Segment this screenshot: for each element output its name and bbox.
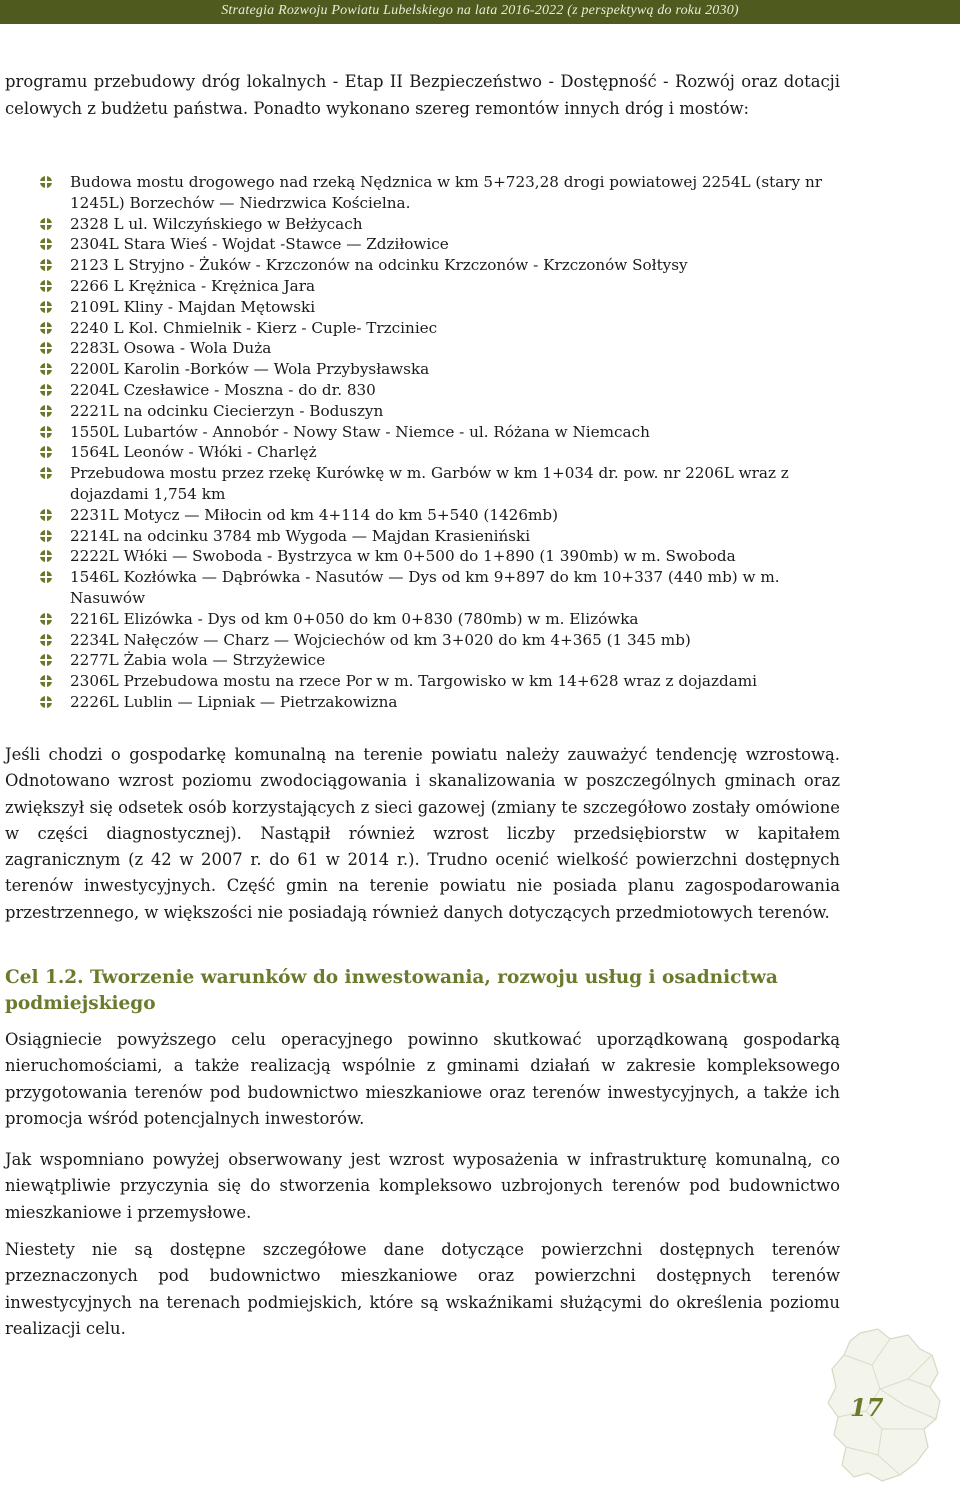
list-item — [40, 505, 850, 526]
list-item — [40, 463, 850, 505]
list-item — [40, 546, 850, 567]
bullet-cross-icon — [40, 613, 52, 625]
list-item-text: 2204L Czesławice - Moszna - do dr. 830 — [70, 380, 376, 399]
list-item — [40, 276, 850, 297]
list-item-text: 2304L Stara Wieś - Wojdat -Stawce — Zdziłowice — [70, 235, 449, 254]
list-item — [40, 380, 850, 401]
bullet-cross-icon — [40, 301, 52, 313]
list-item — [40, 650, 850, 671]
list-item — [40, 214, 850, 235]
list-item-text: 2234L Nałęczów — Charz — Wojciechów od km 3+020 do km 4+365 (1 345 mb) — [70, 630, 691, 649]
list-item-text: 2214L na odcinku 3784 mb Wygoda — Majdan Krasieniński — [70, 526, 531, 545]
page-header — [0, 0, 960, 24]
list-item-text: 2277L Żabia wola — Strzyżewice — [70, 651, 326, 670]
list-item — [40, 401, 850, 422]
list-item — [40, 338, 850, 359]
paragraph-infrastruktura: Jak wspomniano powyżej obserwowany jest wzrost wyposażenia w infrastrukturę komunalną, co niewątpliwie przyczynia się do stworzenia kompleksowo uzbrojonych terenów pod budownictwo mieszkaniowe i przemysłowe. — [5, 1150, 840, 1222]
list-item-text: Budowa mostu drogowego nad rzeką Nędznica w km 5+723,28 drogi powiatowej 2254L (stary nr 1245L) Borzechów — Niedrzwica Kościelna. — [70, 173, 823, 212]
list-item — [40, 297, 850, 318]
bullet-cross-icon — [40, 405, 52, 417]
bullet-cross-icon — [40, 509, 52, 521]
list-item-text: 2266 L Krężnica - Krężnica Jara — [70, 276, 316, 295]
header-title: Strategia Rozwoju Powiatu Lubelskiego na lata 2016-2022 (z perspektywą do roku 2030) — [221, 3, 739, 18]
bullet-cross-icon — [40, 363, 52, 375]
list-item — [40, 422, 850, 443]
bullet-cross-icon — [40, 654, 52, 666]
list-item — [40, 234, 850, 255]
bullet-cross-icon — [40, 342, 52, 354]
list-item-text: 2306L Przebudowa mostu na rzece Por w m. Targowisko w km 14+628 wraz z dojazdami — [70, 672, 758, 691]
list-item — [40, 526, 850, 547]
list-item — [40, 567, 850, 609]
bullet-cross-icon — [40, 176, 52, 188]
list-item — [40, 359, 850, 380]
bullet-cross-icon — [40, 280, 52, 292]
bullet-cross-icon — [40, 384, 52, 396]
list-item-text: 2226L Lublin — Lipniak — Pietrzakowizna — [70, 692, 398, 711]
list-item-text: 1550L Lubartów - Annobór - Nowy Staw - Niemce - ul. Różana w Niemcach — [70, 422, 650, 441]
list-item-text: Przebudowa mostu przez rzekę Kurówkę w m. Garbów w km 1+034 dr. pow. nr 2206L wraz z dojazdami 1,754 km — [70, 464, 789, 503]
bullet-cross-icon — [40, 426, 52, 438]
list-item-text: 2221L na odcinku Ciecierzyn - Boduszyn — [70, 401, 384, 420]
paragraph-brak-danych: Niestety nie są dostępne szczegółowe dane dotyczące powierzchni dostępnych terenów przeznaczonych pod budownictwo mieszkaniowe oraz powierzchni dostępnych terenów inwestycyjnych na terenach podmiejskich, które są wskaźnikami służącymi do określenia poziomu realizacji celu. — [5, 1240, 840, 1338]
list-item — [40, 442, 850, 463]
bullet-cross-icon — [40, 467, 52, 479]
bullet-cross-icon — [40, 322, 52, 334]
list-item — [40, 692, 850, 713]
list-item-text: 2109L Kliny - Majdan Mętowski — [70, 297, 316, 316]
list-item-text: 1546L Kozłówka — Dąbrówka - Nasutów — Dys od km 9+897 do km 10+337 (440 mb) w m. Nasuwów — [70, 568, 780, 607]
list-item-text: 2231L Motycz — Miłocin od km 4+114 do km 5+540 (1426mb) — [70, 505, 559, 524]
paragraph-cel-operacyjny: Osiągniecie powyższego celu operacyjnego powinno skutkować uporządkowaną gospodarką nieruchomościami, a także realizacją wspólnie z gminami działań w zakresie kompleksowego przygotowania terenów pod budownictwo mieszkaniowe oraz terenów inwestycyjnych, a także ich promocja wśród potencjalnych inwestorów. — [5, 1030, 840, 1128]
bullet-cross-icon — [40, 530, 52, 542]
list-item — [40, 255, 850, 276]
bullet-cross-icon — [40, 675, 52, 687]
intro-paragraph: programu przebudowy dróg lokalnych - Etap II Bezpieczeństwo - Dostępność - Rozwój oraz dotacji celowych z budżetu państwa. Ponadto wykonano szereg remontów innych dróg i mostów: — [5, 72, 840, 118]
bullet-cross-icon — [40, 571, 52, 583]
bullet-cross-icon — [40, 446, 52, 458]
bullet-cross-icon — [40, 550, 52, 562]
list-item-text: 2283L Osowa - Wola Duża — [70, 339, 272, 358]
section-title: Cel 1.2. Tworzenie warunków do inwestowania, rozwoju usług i osadnictwa podmiejskiego — [5, 967, 778, 1014]
bullet-cross-icon — [40, 238, 52, 250]
list-item-text: 1564L Leonów - Włóki - Charlęż — [70, 443, 317, 462]
list-item — [40, 630, 850, 651]
list-item — [40, 671, 850, 692]
list-item-text: 2123 L Stryjno - Żuków - Krzczonów na odcinku Krzczonów - Krzczonów Sołtysy — [70, 256, 688, 275]
paragraph-gospodarka-komunalna: Jeśli chodzi o gospodarkę komunalną na terenie powiatu należy zauważyć tendencję wzrostową. Odnotowano wzrost poziomu zwodociągowania i skanalizowania w poszczególnych gminach oraz zwiększył się odsetek osób korzystających z sieci gazowej (zmiany te szczegółowo zostały omówione w części diagnostycznej). Nastąpił również wzrost liczby przedsiębiorstw w kapitałem zagranicznym (z 42 w 2007 r. do 61 w 2014 r.). Trudno ocenić wielkość powierzchni dostępnych terenów inwestycyjnych. Część gmin na terenie powiatu nie posiada planu zagospodarowania przestrzennego, w większości nie posiadają również danych dotyczących przedmiotowych terenów. — [5, 745, 840, 922]
list-item-text: 2216L Elizówka - Dys od km 0+050 do km 0+830 (780mb) w m. Elizówka — [70, 609, 639, 628]
list-item-text: 2222L Włóki — Swoboda - Bystrzyca w km 0+500 do 1+890 (1 390mb) w m. Swoboda — [70, 547, 736, 566]
list-item-text: 2328 L ul. Wilczyńskiego w Bełżycach — [70, 214, 363, 233]
page-number: 17 — [850, 1393, 884, 1422]
list-item-text: 2240 L Kol. Chmielnik - Kierz - Cuple- Trzciniec — [70, 318, 438, 337]
bullet-cross-icon — [40, 259, 52, 271]
list-item — [40, 172, 850, 214]
bullet-cross-icon — [40, 634, 52, 646]
bullet-cross-icon — [40, 218, 52, 230]
list-item — [40, 318, 850, 339]
bullet-cross-icon — [40, 696, 52, 708]
list-item-text: 2200L Karolin -Borków — Wola Przybysławska — [70, 360, 430, 379]
list-item — [40, 609, 850, 630]
roads-list — [40, 172, 850, 713]
